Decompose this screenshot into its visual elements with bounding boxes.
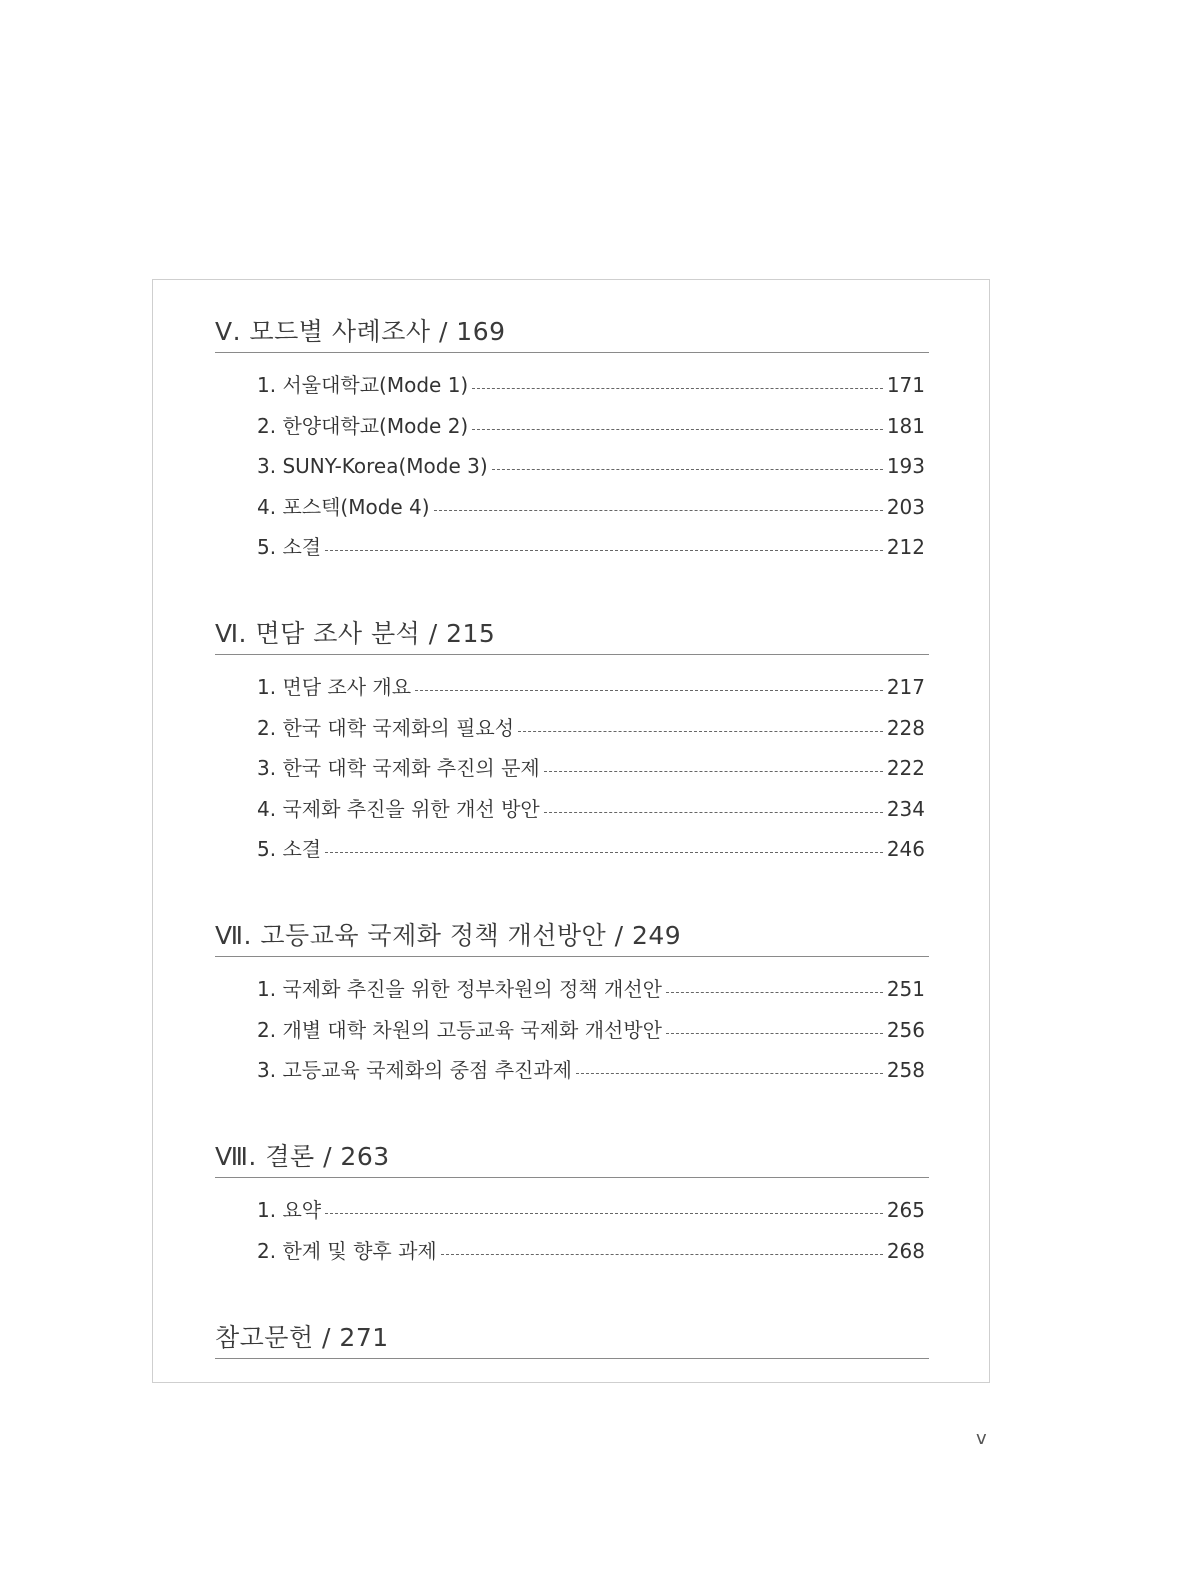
dot-leader bbox=[472, 428, 883, 430]
page-number: v bbox=[976, 1428, 987, 1449]
entry-page: 258 bbox=[886, 1058, 925, 1082]
dot-leader bbox=[415, 689, 883, 691]
chapter-title: Ⅴ. 모드별 사례조사 / 169 bbox=[215, 312, 929, 353]
entry-page: 256 bbox=[886, 1017, 925, 1042]
toc-entry[interactable] bbox=[215, 1190, 929, 1231]
entry-page: 246 bbox=[886, 837, 925, 861]
entry-page: 228 bbox=[886, 715, 925, 740]
chapter-7 bbox=[215, 916, 929, 1091]
chapter-title: Ⅷ. 결론 / 263 bbox=[215, 1137, 929, 1178]
dot-leader bbox=[666, 991, 883, 993]
entry-title: 5. 소결 bbox=[257, 535, 322, 559]
dot-leader bbox=[666, 1032, 883, 1034]
toc-entry[interactable] bbox=[215, 667, 929, 708]
entry-title: 5. 소결 bbox=[257, 837, 322, 861]
entry-page: 203 bbox=[886, 494, 925, 519]
entry-title: 1. 국제화 추진을 위한 정부차원의 정책 개선안 bbox=[257, 977, 662, 1001]
dot-leader bbox=[518, 730, 883, 732]
dot-leader bbox=[544, 811, 883, 813]
entry-title: 2. 한국 대학 국제화의 필요성 bbox=[257, 715, 515, 740]
references bbox=[215, 1318, 929, 1359]
chapter-title: 참고문헌 / 271 bbox=[215, 1318, 929, 1359]
toc-entry[interactable] bbox=[215, 829, 929, 870]
chapter-8 bbox=[215, 1137, 929, 1271]
toc-entry[interactable] bbox=[215, 789, 929, 830]
toc-entry[interactable] bbox=[215, 365, 929, 406]
dot-leader bbox=[472, 387, 883, 389]
chapter-title: Ⅵ. 면담 조사 분석 / 215 bbox=[215, 614, 929, 655]
dot-leader bbox=[544, 770, 883, 772]
toc-entry[interactable] bbox=[215, 1050, 929, 1091]
chapter-5 bbox=[215, 312, 929, 568]
entry-page: 171 bbox=[886, 373, 925, 397]
toc-entry[interactable] bbox=[215, 406, 929, 447]
dot-leader bbox=[325, 851, 883, 853]
dot-leader bbox=[325, 1212, 883, 1214]
entry-title: 2. 개별 대학 차원의 고등교육 국제화 개선방안 bbox=[257, 1017, 662, 1042]
toc-entry[interactable] bbox=[215, 446, 929, 487]
entry-page: 193 bbox=[886, 454, 925, 478]
entry-page: 268 bbox=[886, 1238, 925, 1263]
toc-entry[interactable] bbox=[215, 748, 929, 789]
entry-page: 222 bbox=[886, 756, 925, 780]
entry-title: 2. 한계 및 향후 과제 bbox=[257, 1238, 437, 1263]
dot-leader bbox=[492, 468, 883, 470]
toc-entry[interactable] bbox=[215, 527, 929, 568]
dot-leader bbox=[325, 549, 883, 551]
toc-entry[interactable] bbox=[215, 1010, 929, 1051]
toc-entry[interactable] bbox=[215, 708, 929, 749]
entry-title: 3. SUNY-Korea(Mode 3) bbox=[257, 454, 488, 478]
entry-page: 217 bbox=[886, 675, 925, 699]
entry-title: 3. 고등교육 국제화의 중점 추진과제 bbox=[257, 1058, 572, 1082]
entry-title: 2. 한양대학교(Mode 2) bbox=[257, 413, 469, 438]
dot-leader bbox=[576, 1072, 883, 1074]
toc-entry[interactable] bbox=[215, 1231, 929, 1272]
entry-page: 212 bbox=[886, 535, 925, 559]
entry-page: 251 bbox=[886, 977, 925, 1001]
toc-entry[interactable] bbox=[215, 487, 929, 528]
entry-page: 181 bbox=[886, 413, 925, 438]
entry-page: 234 bbox=[886, 796, 925, 821]
entry-title: 1. 서울대학교(Mode 1) bbox=[257, 373, 469, 397]
entry-title: 1. 요약 bbox=[257, 1198, 322, 1222]
entry-title: 1. 면담 조사 개요 bbox=[257, 675, 412, 699]
chapter-title: Ⅶ. 고등교육 국제화 정책 개선방안 / 249 bbox=[215, 916, 929, 957]
entry-title: 3. 한국 대학 국제화 추진의 문제 bbox=[257, 756, 540, 780]
table-of-contents bbox=[152, 279, 990, 1383]
dot-leader bbox=[434, 509, 883, 511]
dot-leader bbox=[441, 1253, 883, 1255]
entry-title: 4. 국제화 추진을 위한 개선 방안 bbox=[257, 796, 540, 821]
entry-page: 265 bbox=[886, 1198, 925, 1222]
chapter-6 bbox=[215, 614, 929, 870]
entry-title: 4. 포스텍(Mode 4) bbox=[257, 494, 430, 519]
toc-entry[interactable] bbox=[215, 969, 929, 1010]
